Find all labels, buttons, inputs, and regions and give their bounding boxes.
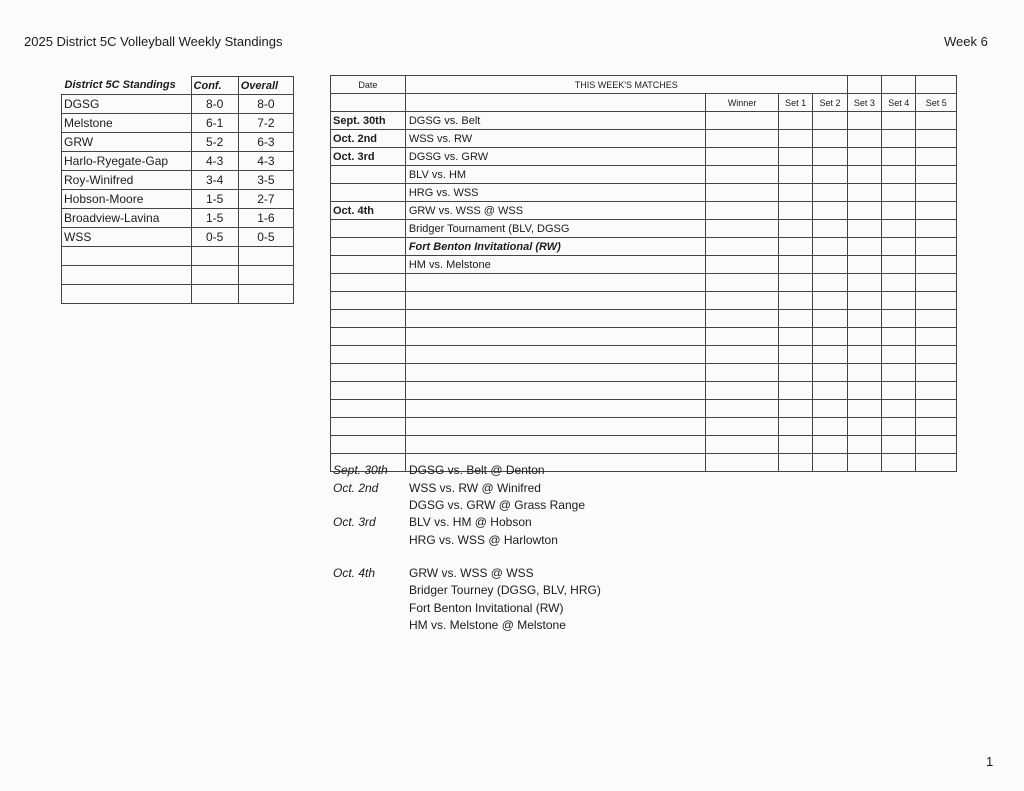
match-date xyxy=(331,436,406,454)
match-row xyxy=(331,148,957,166)
match-name: GRW vs. WSS @ WSS xyxy=(405,202,705,220)
set5-cell[interactable] xyxy=(916,256,957,274)
match-row xyxy=(331,184,957,202)
match-date xyxy=(331,166,406,184)
conf-header: Conf. xyxy=(191,77,238,95)
team-name xyxy=(62,247,192,266)
schedule-match: DGSG vs. GRW @ Grass Range xyxy=(409,498,585,512)
set4-cell[interactable] xyxy=(882,292,916,310)
match-name: Bridger Tournament (BLV, DGSG xyxy=(405,220,705,238)
set3-cell[interactable] xyxy=(847,346,881,364)
match-name: DGSG vs. GRW xyxy=(405,148,705,166)
match-row xyxy=(331,112,957,130)
match-row xyxy=(331,130,957,148)
set3-cell[interactable] xyxy=(847,454,881,472)
standings-row xyxy=(62,228,294,247)
set2-cell[interactable] xyxy=(813,382,847,400)
conf-record: 6-1 xyxy=(191,114,238,133)
match-row xyxy=(331,346,957,364)
date-header: Date xyxy=(331,76,406,94)
team-name: Hobson-Moore xyxy=(62,190,192,209)
set1-cell[interactable] xyxy=(778,256,812,274)
winner-cell[interactable] xyxy=(706,454,779,472)
set4-cell[interactable] xyxy=(882,130,916,148)
overall-record xyxy=(238,247,293,266)
match-date: Oct. 2nd xyxy=(331,130,406,148)
weekly-matches-table xyxy=(330,75,957,472)
match-date xyxy=(331,310,406,328)
header-cell xyxy=(405,94,705,112)
winner-cell[interactable] xyxy=(706,274,779,292)
set3-cell[interactable] xyxy=(847,328,881,346)
overall-record xyxy=(238,266,293,285)
set4-cell[interactable] xyxy=(882,166,916,184)
set1-cell[interactable] xyxy=(778,418,812,436)
standings-row xyxy=(62,171,294,190)
set5-cell[interactable] xyxy=(916,400,957,418)
winner-cell[interactable] xyxy=(706,256,779,274)
overall-record: 7-2 xyxy=(238,114,293,133)
set3-cell[interactable] xyxy=(847,364,881,382)
set1-cell[interactable] xyxy=(778,238,812,256)
set5-cell[interactable] xyxy=(916,346,957,364)
overall-record: 0-5 xyxy=(238,228,293,247)
match-row xyxy=(331,166,957,184)
set3-cell[interactable] xyxy=(847,292,881,310)
set5-header: Set 5 xyxy=(916,94,957,112)
set2-cell[interactable] xyxy=(813,238,847,256)
winner-cell[interactable] xyxy=(706,166,779,184)
standings-row xyxy=(62,266,294,285)
match-row xyxy=(331,328,957,346)
set5-cell[interactable] xyxy=(916,436,957,454)
header-cell xyxy=(847,76,881,94)
standings-row xyxy=(62,133,294,152)
set5-cell[interactable] xyxy=(916,184,957,202)
match-row xyxy=(331,310,957,328)
set3-cell[interactable] xyxy=(847,220,881,238)
match-name xyxy=(405,310,705,328)
schedule-match: HRG vs. WSS @ Harlowton xyxy=(409,533,558,547)
match-name: Fort Benton Invitational (RW) xyxy=(405,238,705,256)
winner-cell[interactable] xyxy=(706,112,779,130)
set1-cell[interactable] xyxy=(778,310,812,328)
set1-cell[interactable] xyxy=(778,274,812,292)
overall-record: 1-6 xyxy=(238,209,293,228)
match-row xyxy=(331,400,957,418)
winner-cell[interactable] xyxy=(706,310,779,328)
set4-cell[interactable] xyxy=(882,418,916,436)
match-name xyxy=(405,274,705,292)
match-name: WSS vs. RW xyxy=(405,130,705,148)
conf-record xyxy=(191,285,238,304)
set5-cell[interactable] xyxy=(916,112,957,130)
winner-cell[interactable] xyxy=(706,418,779,436)
set5-cell[interactable] xyxy=(916,310,957,328)
match-row xyxy=(331,382,957,400)
winner-cell[interactable] xyxy=(706,130,779,148)
set1-cell[interactable] xyxy=(778,130,812,148)
match-row xyxy=(331,274,957,292)
set5-cell[interactable] xyxy=(916,274,957,292)
set5-cell[interactable] xyxy=(916,148,957,166)
winner-cell[interactable] xyxy=(706,238,779,256)
set4-cell[interactable] xyxy=(882,238,916,256)
match-name: HRG vs. WSS xyxy=(405,184,705,202)
match-row xyxy=(331,202,957,220)
match-date: Oct. 3rd xyxy=(331,148,406,166)
set4-cell[interactable] xyxy=(882,454,916,472)
match-row xyxy=(331,256,957,274)
set2-header: Set 2 xyxy=(813,94,847,112)
schedule-match: Fort Benton Invitational (RW) xyxy=(409,601,564,615)
standings-header-row xyxy=(62,77,294,95)
set4-cell[interactable] xyxy=(882,148,916,166)
set1-cell[interactable] xyxy=(778,436,812,454)
set1-cell[interactable] xyxy=(778,166,812,184)
set5-cell[interactable] xyxy=(916,202,957,220)
set4-cell[interactable] xyxy=(882,436,916,454)
header-cell xyxy=(331,94,406,112)
standings-row xyxy=(62,209,294,228)
schedule-date: Oct. 2nd xyxy=(333,481,379,495)
set5-cell[interactable] xyxy=(916,130,957,148)
set3-header: Set 3 xyxy=(847,94,881,112)
set5-cell[interactable] xyxy=(916,220,957,238)
set3-cell[interactable] xyxy=(847,310,881,328)
match-name: HM vs. Melstone xyxy=(405,256,705,274)
set2-cell[interactable] xyxy=(813,346,847,364)
set2-cell[interactable] xyxy=(813,220,847,238)
set4-cell[interactable] xyxy=(882,202,916,220)
set5-cell[interactable] xyxy=(916,292,957,310)
overall-record: 6-3 xyxy=(238,133,293,152)
set3-cell[interactable] xyxy=(847,202,881,220)
conf-record: 4-3 xyxy=(191,152,238,171)
standings-row xyxy=(62,190,294,209)
match-date xyxy=(331,274,406,292)
schedule-date: Oct. 4th xyxy=(333,566,376,580)
schedule-match: GRW vs. WSS @ WSS xyxy=(409,566,534,580)
standings-row xyxy=(62,114,294,133)
match-date xyxy=(331,328,406,346)
match-date xyxy=(331,238,406,256)
set1-cell[interactable] xyxy=(778,400,812,418)
schedule-date: Sept. 30th xyxy=(333,463,388,477)
winner-cell[interactable] xyxy=(706,148,779,166)
match-row xyxy=(331,436,957,454)
overall-record: 3-5 xyxy=(238,171,293,190)
winner-cell[interactable] xyxy=(706,382,779,400)
overall-record: 2-7 xyxy=(238,190,293,209)
set2-cell[interactable] xyxy=(813,112,847,130)
set2-cell[interactable] xyxy=(813,148,847,166)
team-name: WSS xyxy=(62,228,192,247)
set1-cell[interactable] xyxy=(778,382,812,400)
header-cell xyxy=(882,76,916,94)
set1-cell[interactable] xyxy=(778,292,812,310)
set3-cell[interactable] xyxy=(847,436,881,454)
set2-cell[interactable] xyxy=(813,184,847,202)
match-name: BLV vs. HM xyxy=(405,166,705,184)
week-label: Week 6 xyxy=(944,34,988,49)
set4-cell[interactable] xyxy=(882,220,916,238)
match-date: Sept. 30th xyxy=(331,112,406,130)
match-name xyxy=(405,436,705,454)
set5-cell[interactable] xyxy=(916,166,957,184)
set3-cell[interactable] xyxy=(847,130,881,148)
set2-cell[interactable] xyxy=(813,310,847,328)
standings-row xyxy=(62,152,294,171)
conf-record: 5-2 xyxy=(191,133,238,152)
overall-record: 4-3 xyxy=(238,152,293,171)
set4-cell[interactable] xyxy=(882,256,916,274)
matches-column-header-row xyxy=(331,94,957,112)
set3-cell[interactable] xyxy=(847,256,881,274)
winner-cell[interactable] xyxy=(706,184,779,202)
team-name xyxy=(62,285,192,304)
standings-table xyxy=(61,76,294,304)
winner-cell[interactable] xyxy=(706,436,779,454)
set5-cell[interactable] xyxy=(916,418,957,436)
set4-cell[interactable] xyxy=(882,112,916,130)
match-name xyxy=(405,400,705,418)
set5-cell[interactable] xyxy=(916,364,957,382)
winner-cell[interactable] xyxy=(706,328,779,346)
winner-cell[interactable] xyxy=(706,346,779,364)
match-date: Oct. 4th xyxy=(331,202,406,220)
page-title: 2025 District 5C Volleyball Weekly Standings xyxy=(24,34,283,49)
set4-cell[interactable] xyxy=(882,364,916,382)
winner-cell[interactable] xyxy=(706,292,779,310)
overall-record xyxy=(238,285,293,304)
set4-cell[interactable] xyxy=(882,346,916,364)
match-date xyxy=(331,292,406,310)
set3-cell[interactable] xyxy=(847,274,881,292)
set5-cell[interactable] xyxy=(916,382,957,400)
set5-cell[interactable] xyxy=(916,238,957,256)
match-name xyxy=(405,292,705,310)
match-date xyxy=(331,364,406,382)
conf-record: 1-5 xyxy=(191,190,238,209)
match-date xyxy=(331,220,406,238)
winner-cell[interactable] xyxy=(706,220,779,238)
team-name: Roy-Winifred xyxy=(62,171,192,190)
matches-title-row xyxy=(331,76,957,94)
schedule-match: BLV vs. HM @ Hobson xyxy=(409,515,532,529)
match-date xyxy=(331,400,406,418)
set3-cell[interactable] xyxy=(847,418,881,436)
match-date xyxy=(331,418,406,436)
set3-cell[interactable] xyxy=(847,184,881,202)
set3-cell[interactable] xyxy=(847,166,881,184)
schedule-match: WSS vs. RW @ Winifred xyxy=(409,481,541,495)
set1-cell[interactable] xyxy=(778,184,812,202)
match-name xyxy=(405,382,705,400)
set1-cell[interactable] xyxy=(778,454,812,472)
set3-cell[interactable] xyxy=(847,112,881,130)
team-name xyxy=(62,266,192,285)
winner-cell[interactable] xyxy=(706,400,779,418)
schedule-match: DGSG vs. Belt @ Denton xyxy=(409,463,545,477)
set1-cell[interactable] xyxy=(778,148,812,166)
schedule-match: Bridger Tourney (DGSG, BLV, HRG) xyxy=(409,583,601,597)
match-name xyxy=(405,364,705,382)
set3-cell[interactable] xyxy=(847,148,881,166)
set1-cell[interactable] xyxy=(778,328,812,346)
set1-cell[interactable] xyxy=(778,112,812,130)
set4-cell[interactable] xyxy=(882,184,916,202)
team-name: GRW xyxy=(62,133,192,152)
set2-cell[interactable] xyxy=(813,202,847,220)
winner-cell[interactable] xyxy=(706,202,779,220)
set2-cell[interactable] xyxy=(813,436,847,454)
set5-cell[interactable] xyxy=(916,328,957,346)
conf-record: 3-4 xyxy=(191,171,238,190)
match-row xyxy=(331,292,957,310)
match-row xyxy=(331,238,957,256)
match-row xyxy=(331,364,957,382)
match-name xyxy=(405,328,705,346)
standings-title-header: District 5C Standings xyxy=(62,77,192,95)
schedule-date: Oct. 3rd xyxy=(333,515,376,529)
team-name: Harlo-Ryegate-Gap xyxy=(62,152,192,171)
conf-record: 0-5 xyxy=(191,228,238,247)
set2-cell[interactable] xyxy=(813,274,847,292)
overall-header: Overall xyxy=(238,77,293,95)
set1-cell[interactable] xyxy=(778,220,812,238)
set3-cell[interactable] xyxy=(847,382,881,400)
set1-cell[interactable] xyxy=(778,202,812,220)
team-name: DGSG xyxy=(62,95,192,114)
set1-cell[interactable] xyxy=(778,364,812,382)
set2-cell[interactable] xyxy=(813,400,847,418)
team-name: Melstone xyxy=(62,114,192,133)
conf-record xyxy=(191,266,238,285)
conf-record: 8-0 xyxy=(191,95,238,114)
set3-cell[interactable] xyxy=(847,400,881,418)
set4-cell[interactable] xyxy=(882,400,916,418)
set1-cell[interactable] xyxy=(778,346,812,364)
match-name xyxy=(405,418,705,436)
conf-record xyxy=(191,247,238,266)
match-date xyxy=(331,346,406,364)
winner-header: Winner xyxy=(706,94,779,112)
match-row xyxy=(331,418,957,436)
standings-row xyxy=(62,285,294,304)
set2-cell[interactable] xyxy=(813,292,847,310)
conf-record: 1-5 xyxy=(191,209,238,228)
set4-cell[interactable] xyxy=(882,382,916,400)
set3-cell[interactable] xyxy=(847,238,881,256)
set2-cell[interactable] xyxy=(813,418,847,436)
match-date xyxy=(331,256,406,274)
set2-cell[interactable] xyxy=(813,328,847,346)
matches-title: THIS WEEK'S MATCHES xyxy=(405,76,847,94)
set2-cell[interactable] xyxy=(813,454,847,472)
set1-header: Set 1 xyxy=(778,94,812,112)
set2-cell[interactable] xyxy=(813,130,847,148)
set5-cell[interactable] xyxy=(916,454,957,472)
schedule-match: HM vs. Melstone @ Melstone xyxy=(409,618,566,632)
set4-cell[interactable] xyxy=(882,310,916,328)
standings-row xyxy=(62,247,294,266)
set2-cell[interactable] xyxy=(813,256,847,274)
set2-cell[interactable] xyxy=(813,166,847,184)
set4-cell[interactable] xyxy=(882,328,916,346)
match-date xyxy=(331,382,406,400)
match-row xyxy=(331,220,957,238)
set2-cell[interactable] xyxy=(813,364,847,382)
team-name: Broadview-Lavina xyxy=(62,209,192,228)
overall-record: 8-0 xyxy=(238,95,293,114)
header-cell xyxy=(916,76,957,94)
standings-row xyxy=(62,95,294,114)
page-number: 1 xyxy=(986,754,994,769)
match-name xyxy=(405,346,705,364)
set4-header: Set 4 xyxy=(882,94,916,112)
match-name: DGSG vs. Belt xyxy=(405,112,705,130)
set4-cell[interactable] xyxy=(882,274,916,292)
match-date xyxy=(331,184,406,202)
winner-cell[interactable] xyxy=(706,364,779,382)
